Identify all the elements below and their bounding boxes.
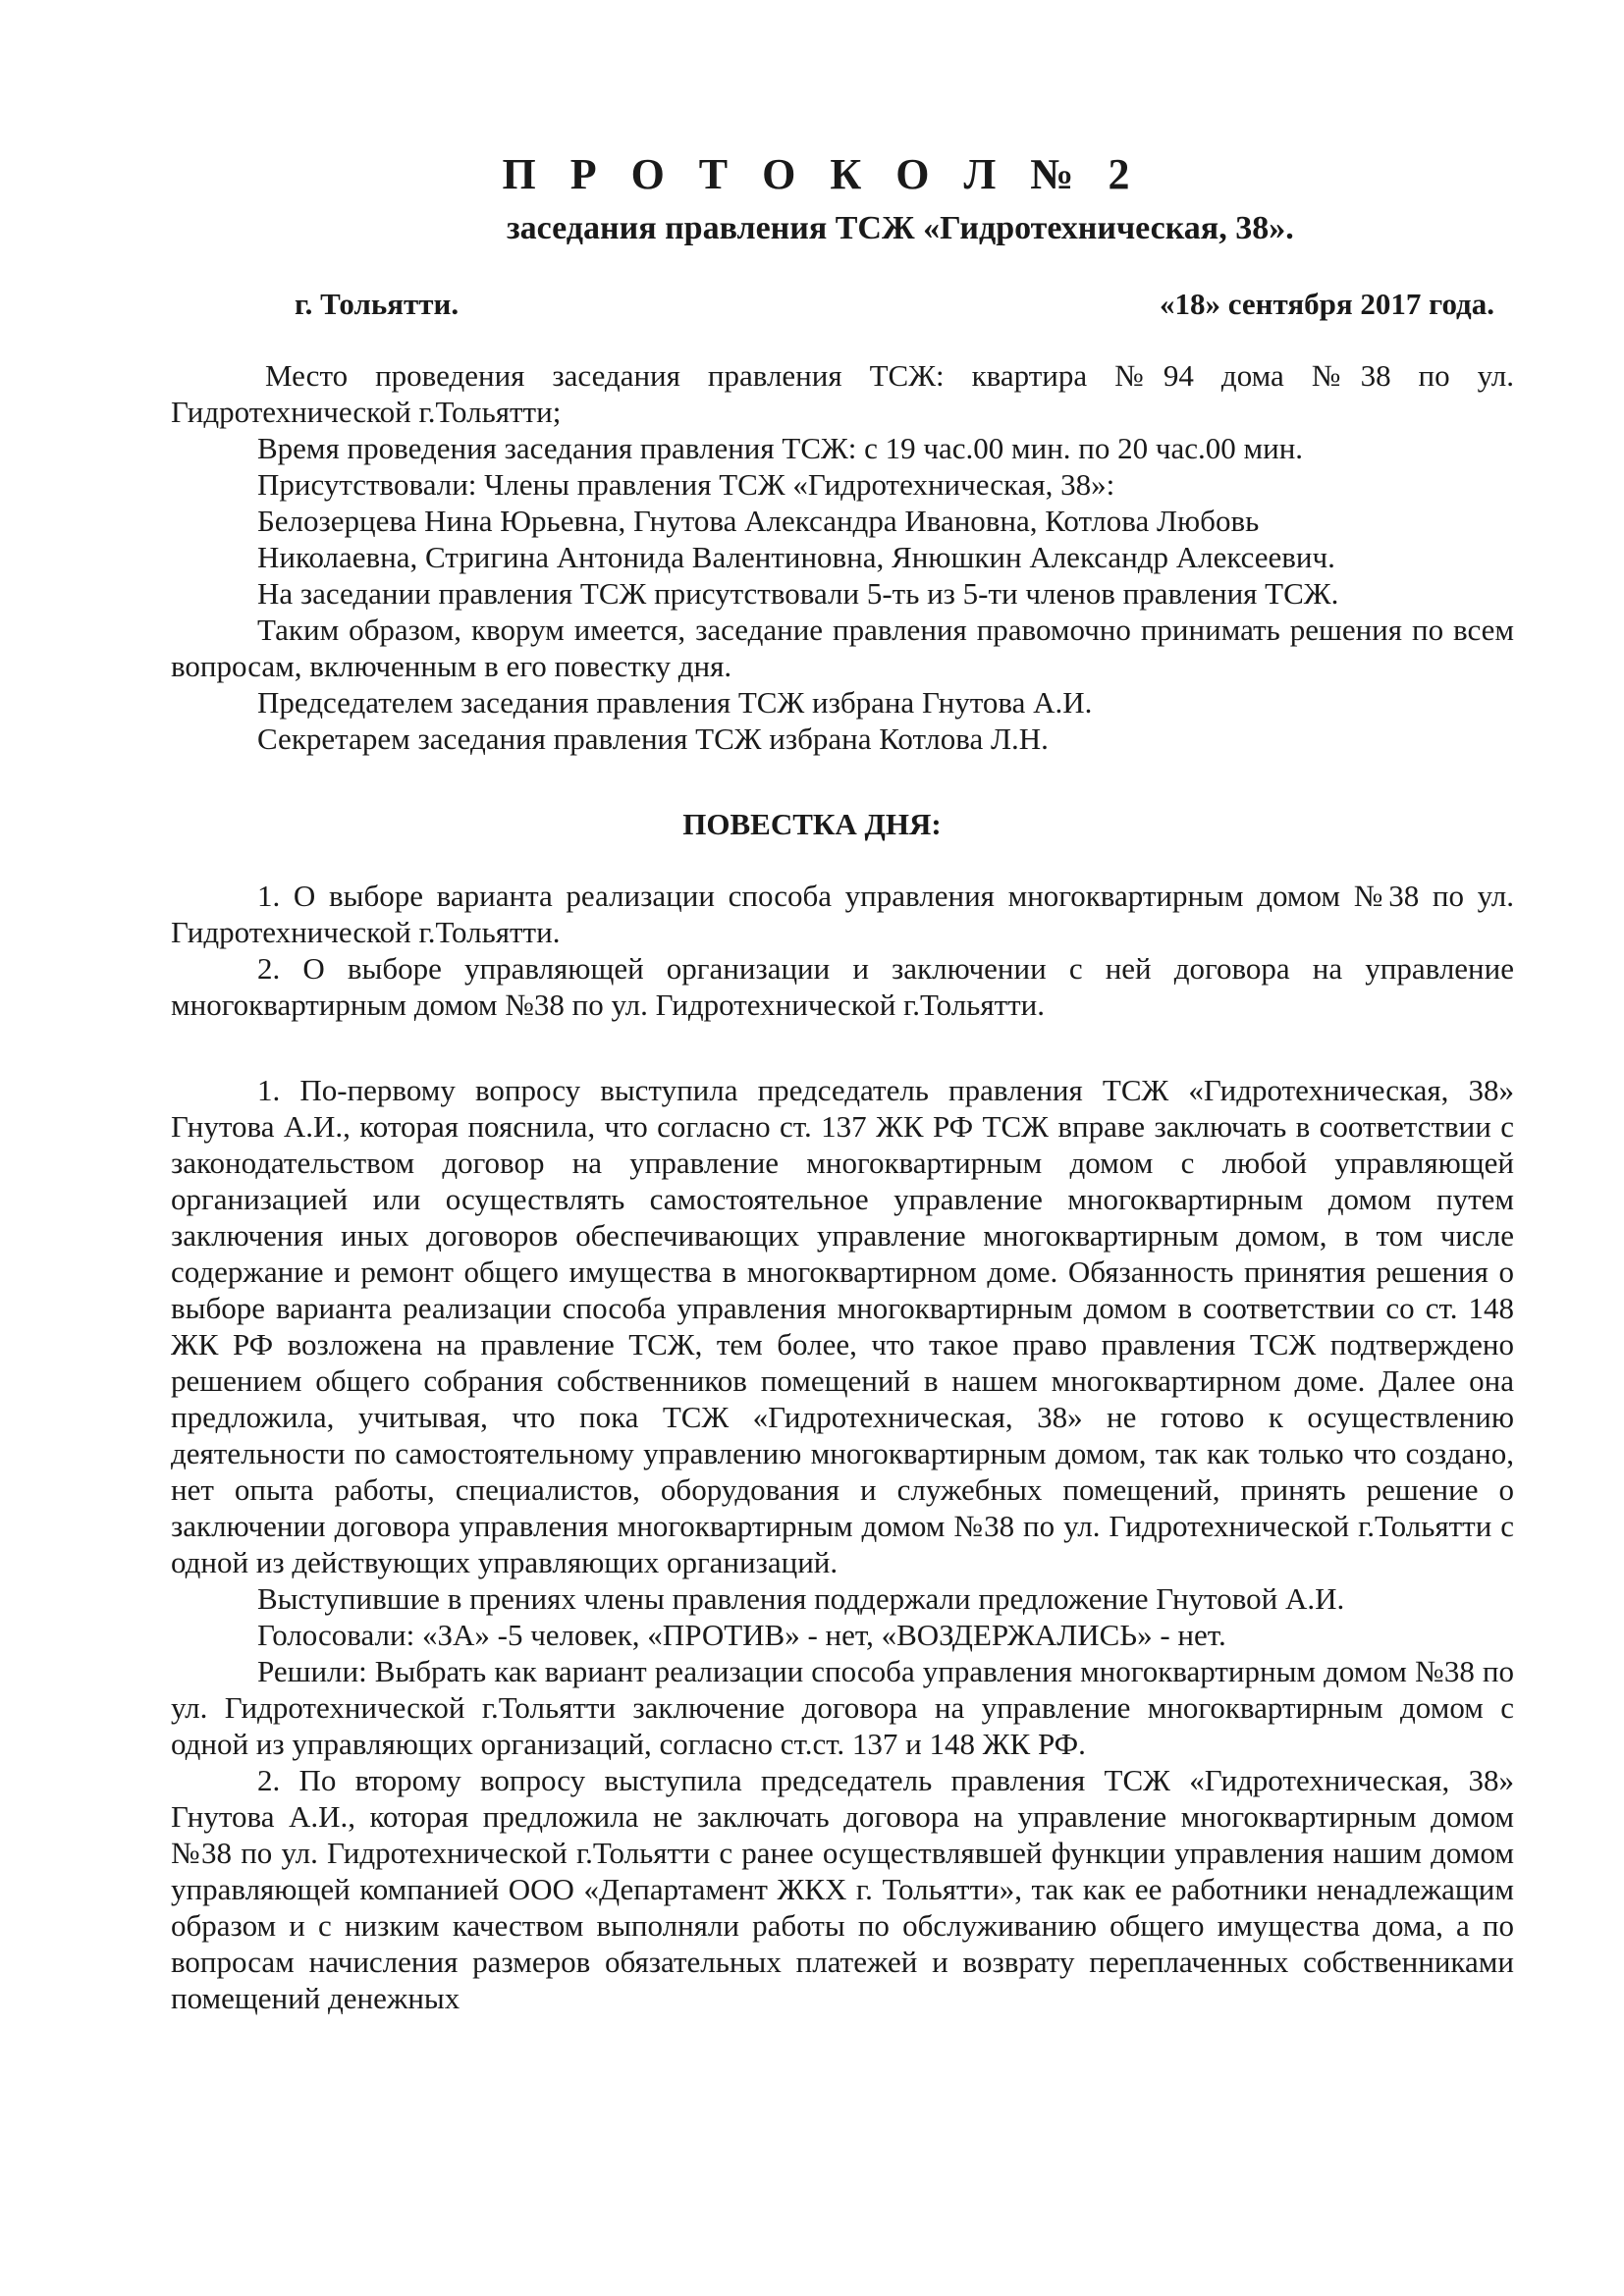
meeting-details (171, 357, 1514, 757)
agenda-list (171, 878, 1514, 1023)
question-1-decision: Решили: Выбрать как вариант реализации способа управления многоквартирным домом №38 по ул. Гидротехнической г.Тольятти заключение договора на управление многоквартирным домом с одной из управляющих организаций, согласно ст.ст. 137 и 148 ЖК РФ. (171, 1654, 1514, 1761)
meeting-time: Время проведения заседания правления ТСЖ: с 19 час.00 мин. по 20 час.00 мин. (257, 431, 1304, 465)
attendance-text: На заседании правления ТСЖ присутствовали 5-ть из 5-ти членов правления ТСЖ. (257, 576, 1339, 611)
members-line-2: Николаевна, Стригина Антонида Валентиновна, Янюшкин Александр Алексеевич. (257, 540, 1335, 574)
secretary-text: Секретарем заседания правления ТСЖ избрана Котлова Л.Н. (257, 721, 1049, 756)
meeting-city: г. Тольятти. (295, 287, 460, 321)
quorum-text: Таким образом, кворум имеется, заседание правления правомочно принимать решения по всем вопросам, включенным в его повестку дня. (171, 613, 1514, 683)
agenda-title: ПОВЕСТКА ДНЯ: (682, 807, 942, 841)
meeting-date: «18» сентября 2017 года. (1160, 287, 1494, 321)
agenda-item-1: 1. О выборе варианта реализации способа управления многоквартирным домом №38 по ул. Гидротехнической г.Тольятти. (171, 879, 1514, 949)
discussion-section (171, 1072, 1514, 2016)
members-line-1: Белозерцева Нина Юрьевна, Гнутова Александра Ивановна, Котлова Любовь (257, 504, 1260, 538)
question-1-vote: Голосовали: «ЗА» -5 человек, «ПРОТИВ» - нет, «ВОЗДЕРЖАЛИСЬ» - нет. (257, 1618, 1226, 1652)
question-1-text: 1. По-первому вопросу выступила председатель правления ТСЖ «Гидротехническая, 38» Гнутова А.И., которая пояснила, что согласно ст. 137 ЖК РФ ТСЖ вправе заключать в соответствии с законодательством договор на управление многоквартирным домом с любой управляющей организацией или осуществлять самостоятельное управление многоквартирным домом путем заключения иных договоров обеспечивающих управление многоквартирным домом, в том числе содержание и ремонт общего имущества в многоквартирном доме. Обязанность принятия решения о выборе варианта реализации способа управления многоквартирным домом в соответствии со ст. 148 ЖК РФ возложена на правление ТСЖ, тем более, что такое право правления ТСЖ подтверждено решением общего собрания собственников помещений в нашем многоквартирном доме. Далее она предложила, учитывая, что пока ТСЖ «Гидротехническая, 38» не готово к осуществлению деятельности по самостоятельному управлению многоквартирным домом, так как только что создано, нет опыта работы, специалистов, оборудования и служебных помещений, принять решение о заключении договора управления многоквартирным домом №38 по ул. Гидротехнической г.Тольятти с одной из действующих управляющих организаций. (171, 1073, 1514, 1579)
meeting-place: Место проведения заседания правления ТСЖ: квартира №94 дома №38 по ул. Гидротехнической г.Тольятти; (171, 358, 1514, 429)
present-label: Присутствовали: Члены правления ТСЖ «Гидротехническая, 38»: (257, 467, 1115, 502)
question-2-text: 2. По второму вопросу выступила председатель правления ТСЖ «Гидротехническая, 38» Гнутова А.И., которая предложила не заключать договора на управление многоквартирным домом №38 по ул. Гидротехнической г.Тольятти с ранее осуществлявшей функции управления нашим домом управляющей компанией ООО «Департамент ЖКХ г. Тольятти», так как ее работники ненадлежащим образом и с низким качеством выполняли работы по обслуживанию общего имущества дома, а по вопросам начисления размеров обязательных платежей и возврату переплаченных собственниками помещений денежных (171, 1763, 1514, 2015)
document-title: П Р О Т О К О Л № 2 (502, 150, 1142, 198)
chair-text: Председателем заседания правления ТСЖ избрана Гнутова А.И. (257, 685, 1093, 720)
agenda-item-2: 2. О выборе управляющей организации и заключении с ней договора на управление многоквартирным домом №38 по ул. Гидротехнической г.Тольятти. (171, 951, 1514, 1022)
question-1-support: Выступившие в прениях члены правления поддержали предложение Гнутовой А.И. (257, 1581, 1345, 1616)
document-subtitle: заседания правления ТСЖ «Гидротехническая, 38». (507, 210, 1294, 246)
